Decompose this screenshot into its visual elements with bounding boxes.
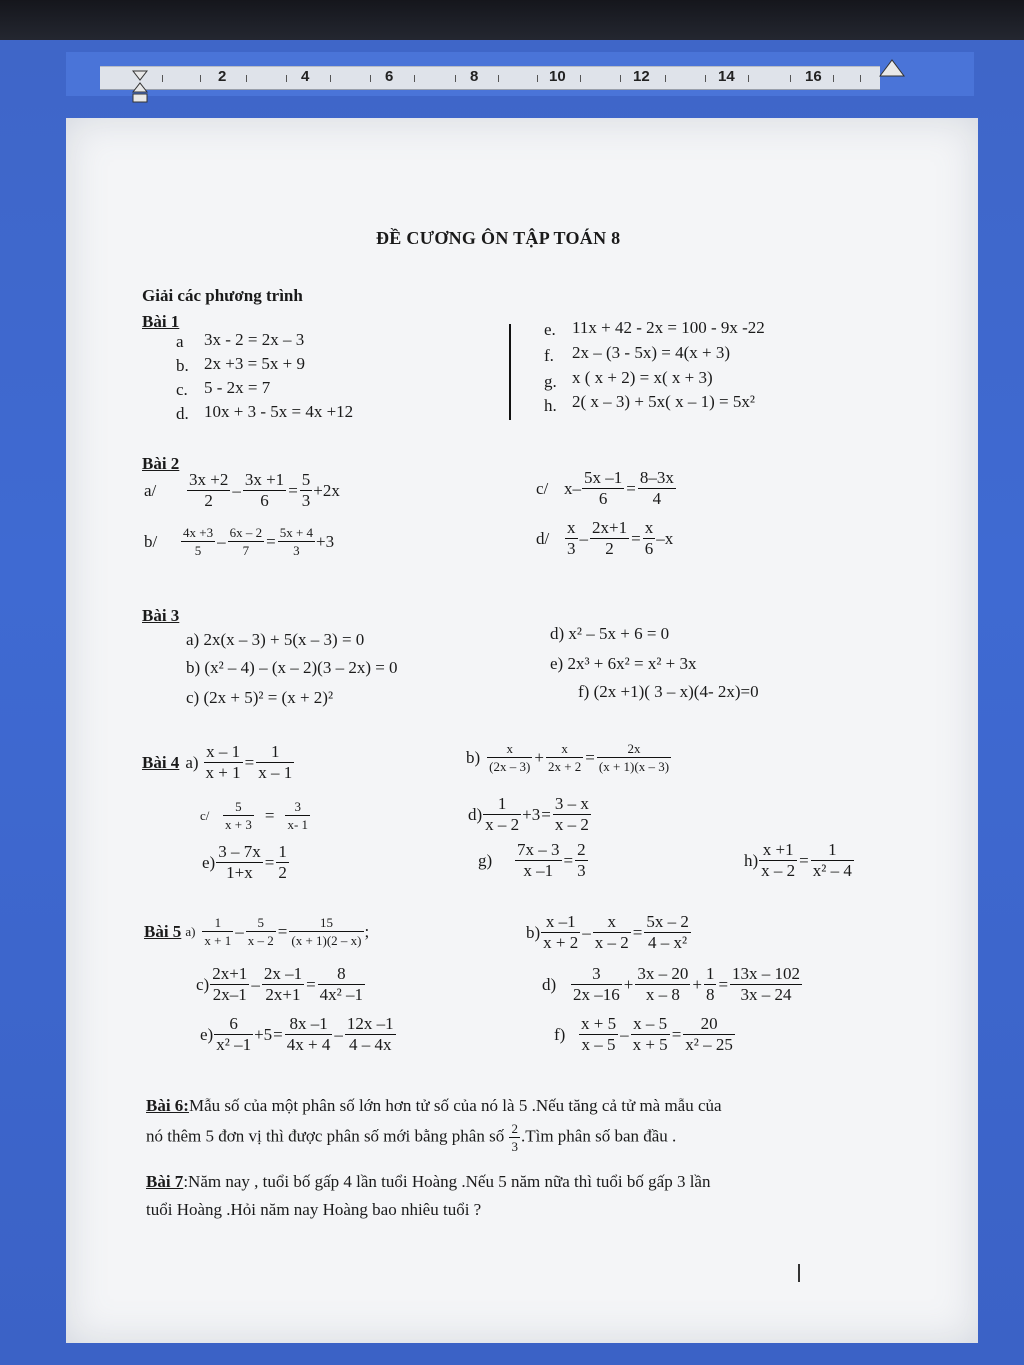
numerator: 3 – 7x [218,842,261,861]
horizontal-ruler[interactable] [100,66,880,90]
numerator: x + 5 [581,1014,617,1033]
denominator: 2x + 2 [547,759,582,774]
bai1-item-label: d. [176,404,189,423]
bai1-equation: 5 - 2x = 7 [204,378,271,397]
bai2-item-a: a/ $\frac{3x +2}{2}$ – $\frac{3x +1}{6}$ = $\frac{5}{3}$ +2x [144,470,340,510]
numerator: 2 [577,840,586,859]
bai5-item-e: e) $\frac{6}{\text{x² –1}}$ +5 = $\frac{8x -1}{4x + 4}$ – $\frac{12x -1}{4 - 4x}$ [200,1014,394,1054]
bai1-equation: 3x - 2 = 2x – 3 [204,330,305,349]
item-label: b) [466,747,481,767]
item-label: d/ [536,528,550,548]
right-indent-marker-icon[interactable] [876,56,906,78]
denominator: (x + 1)(2 – x) [291,933,362,948]
numerator: x [567,518,576,537]
lead: x– [564,478,581,498]
numerator: x – 5 [631,1014,670,1035]
bai3-item-b: b) (x² – 4) – (x – 2)(3 – 2x) = 0 [186,658,398,677]
numerator: 2x+1 [592,518,628,537]
numerator: x –1 [541,912,580,933]
denominator: 4 – x² [648,933,688,952]
bai1-item-label: a [176,332,184,351]
denominator: x – 2 [761,861,796,880]
numerator: 3x +1 [244,470,285,489]
denominator: 4x + 4 [286,1035,331,1054]
ruler-number: 12 [633,68,650,85]
denominator: x² – 25 [685,1035,733,1054]
numerator: 3x +2 [189,470,229,489]
numerator: 2x+1 [212,964,248,983]
numerator: 5x –1 [584,468,623,487]
bai1-equation: 2x +3 = 5x + 9 [204,354,306,373]
denominator: 5 [194,543,202,558]
section-heading: Giải các phương trình [142,286,303,305]
numerator: 5 [246,914,276,932]
bai2-label: Bài 2 [142,454,180,473]
numerator: 3x – 20 [637,964,689,983]
tail: –x [656,528,674,548]
denominator: x + 1 [205,763,241,782]
bai5-item-f: f) $\frac{x + 5}{x - 5}$ – $\frac{x - 5}{x + 5}$ = $\frac{20}{\text{x² – 25}}$ [554,1014,733,1054]
denominator: 6 [644,539,654,558]
numerator: 8–3x [639,468,674,487]
bai7-text-line2: tuổi Hoàng .Hỏi năm nay Hoàng bao nhiêu tuổi ? [146,1200,482,1219]
denominator: x – 2 [594,933,629,952]
bai2-item-d: d/ $\frac{x}{3}$ – $\frac{2x+1}{2}$ = $\frac{x}{6}$ –x [536,518,674,558]
bai6-text-line1: Mẫu số của một phân số lớn hơn tử số của nó là 5 .Nếu tăng cả tử mà mẫu của [188,1096,722,1115]
item-label: d) [542,974,557,994]
denominator: 2x+1 [265,985,301,1004]
denominator: x –1 [523,861,554,880]
item-label: h) [744,850,759,870]
ruler-number: 4 [301,68,310,85]
bai3-item-e: e) 2x³ + 6x² = x² + 3x [550,654,697,673]
numerator: 2x [597,740,671,758]
bai4-item-d: d) $\frac{1}{x - 2}$ +3 = $\frac{3 - x}{x - 2}$ [468,794,589,834]
bai7-label: Bài 7 [146,1172,184,1191]
denominator: x + 3 [225,817,252,832]
numerator: 1 [202,914,233,932]
bai3-label: Bài 3 [142,606,180,625]
bai1-item-label: g. [544,372,557,391]
denominator: x² –1 [216,1035,252,1054]
denominator: x + 2 [543,933,579,952]
denominator: (2x – 3) [489,759,531,774]
numerator: x [487,740,532,758]
denominator: 7 [242,543,250,558]
denominator: 4x² –1 [319,985,364,1004]
numerator: 5x – 2 [646,912,689,931]
bai1-equation: 2( x – 3) + 5x( x – 1) = 5x² [572,392,755,411]
bai6-label: Bài 6: [146,1096,189,1115]
denominator: 2x –16 [573,985,620,1004]
bai5-item-a: Bài 5 a) $\frac{1}{x + 1}$ – $\frac{5}{x - 2}$ = $\frac{15}{(x + 1)(2 - x)}$ ; [144,915,370,948]
mid: +3 [522,804,541,824]
denominator: 2 [278,863,287,882]
column-divider [509,324,511,420]
item-label: f) [554,1024,566,1044]
numerator: 5 [223,798,254,816]
numerator: x +1 [759,840,797,861]
denominator: 2 [204,491,213,510]
numerator: 6x – 2 [229,525,263,540]
mid: +5 [254,1024,273,1044]
bai7-text-line1: :Năm nay , tuổi bố gấp 4 lần tuổi Hoàng .Nếu 5 năm nữa thì tuổi bố gấp 3 lần [183,1172,711,1191]
numerator: x [644,518,654,537]
numerator: 5x + 4 [279,525,314,540]
bai1-equation: 11x + 42 - 2x = 100 - 9x -22 [572,318,765,337]
item-label: c/ [200,807,210,823]
numerator: 7x – 3 [517,840,560,859]
bai1-label: Bài 1 [142,312,180,331]
ruler-number: 2 [218,68,227,85]
bai4-label: Bài 4 [142,752,180,772]
bai4-item-g: g) $\frac{7x - 3}{x -1}$ = $\frac{2}{3}$ [478,840,586,880]
denominator: 3 [301,491,311,510]
bai4-item-c: c/ $\frac{5}{x + 3}$ = $\frac{3}{x- 1}$ [200,799,309,832]
numerator: 8x –1 [285,1014,333,1035]
numerator: 2 [511,1121,518,1136]
denominator: 3 [567,539,576,558]
denominator: x- 1 [287,817,309,832]
bai1-item-label: e. [544,320,556,339]
document-page[interactable] [66,118,978,1343]
denominator: 3 [577,861,586,880]
bai3-item-a: a) 2x(x – 3) + 5(x – 3) = 0 [186,630,365,649]
denominator: 2 [605,539,614,558]
ruler-number: 14 [718,68,735,85]
item-label: a) [185,752,199,772]
numerator: 3 – x [554,794,589,813]
numerator: 2x –1 [263,964,303,983]
ruler-number: 6 [385,68,394,85]
tail: ; [364,921,370,941]
bai2-item-c: c/ x– $\frac{5x -1}{6}$ = $\frac{8-3x}{4}$ [536,468,674,508]
text-cursor [798,1264,800,1282]
bai4-item-e: e) $\frac{3 - 7x}{1+x}$ = $\frac{1}{2}$ [202,842,287,882]
indent-marker-icon[interactable] [132,70,148,110]
item-label: a) [185,923,196,939]
numerator: 3 [571,964,622,985]
denominator: x – 8 [645,985,680,1004]
numerator: 15 [289,914,363,932]
denominator: (x + 1)(x – 3) [598,759,670,774]
bai1-equation: 2x – (3 - 5x) = 4(x + 3) [572,343,730,362]
denominator: x – 2 [247,933,274,948]
denominator: x + 1 [204,933,232,948]
denominator: 2x–1 [212,985,247,1004]
denominator: x – 2 [485,815,520,834]
bai6-text-line2b: .Tìm phân số ban đầu . [520,1126,677,1146]
numerator: 4x +3 [183,525,214,540]
page-title: ĐỀ CƯƠNG ÔN TẬP TOÁN 8 [376,228,621,248]
numerator: 5 [301,470,311,489]
denominator: 3x – 24 [740,985,792,1004]
numerator: 1 [705,964,715,983]
bai1-item-label: f. [544,346,554,365]
numerator: x [546,740,583,758]
bai1-item-label: c. [176,380,188,399]
denominator: x + 5 [632,1035,668,1054]
bai3-item-d: d) x² – 5x + 6 = 0 [550,624,670,643]
denominator: 3 [511,1139,518,1154]
bai4-item-b: b) $\frac{x}{(2x - 3)}$ + $\frac{x}{2x + 2}$ = $\frac{2x}{(x + 1)(x - 3)}$ [466,741,670,774]
bai1-item-label: h. [544,396,557,415]
numerator: 8 [318,964,365,985]
bai5-item-c: c) $\frac{2x+1}{2x-1}$ – $\frac{2x -1}{2x+1}$ = $\frac{8}{\text{4x² –1}}$ [196,964,364,1004]
denominator: 6 [260,491,269,510]
bai1-equation: x ( x + 2) = x( x + 3) [572,368,713,387]
item-label: e) [200,1024,214,1044]
numerator: 1 [811,840,854,861]
numerator: 13x – 102 [732,964,801,983]
numerator: 1 [256,742,294,763]
numerator: 20 [683,1014,735,1035]
item-label: d) [468,804,483,824]
bai1-equation: 10x + 3 - 5x = 4x +12 [204,402,354,421]
tail: +3 [316,531,335,551]
bai5-label: Bài 5 [144,921,182,941]
denominator: 4 – 4x [348,1035,392,1054]
bai1-item-label: b. [176,356,189,375]
ruler-number: 8 [470,68,479,85]
denominator: 6 [598,489,608,508]
item-label: a/ [144,480,157,500]
item-label: b/ [144,531,158,551]
numerator: 3 [285,798,310,816]
bai6-text-line2a: nó thêm 5 đơn vị thì được phân số mới bằng phân số [146,1126,505,1146]
item-label: b) [526,922,541,942]
denominator: x² – 4 [812,861,852,880]
item-label: c/ [536,478,549,498]
numerator: x – 1 [204,742,243,763]
denominator: 1+x [226,863,253,882]
denominator: 4 [652,489,662,508]
denominator: x – 1 [258,763,293,782]
bai6-paragraph [146,1092,926,1155]
bai5-item-d: d) $\frac{3}{2x -16}$ + $\frac{3x - 20}{x - 8}$ + $\frac{1}{8}$ = $\frac{13x - 102}{3x - 24}$ [542,964,801,1004]
denominator: 3 [293,543,300,558]
item-label: e) [202,852,216,872]
numerator: 12x –1 [346,1014,394,1033]
numerator: 1 [278,842,287,861]
bai3-item-c: c) (2x + 5)² = (x + 2)² [186,688,334,707]
numerator: x [593,912,631,933]
item-label: c) [196,974,210,994]
item-label: g) [478,850,493,870]
bai2-item-b: b/ $\frac{4x +3}{5}$ – $\frac{6x - 2}{7}$ = $\frac{5x + 4}{3}$ +3 [144,525,335,558]
ruler-number: 10 [549,68,566,85]
bai7-paragraph [146,1168,926,1224]
denominator: x – 2 [554,815,589,834]
bai4-item-h: h) $\frac{x +1}{x - 2}$ = $\frac{1}{\text{x² – 4}}$ [744,840,852,880]
bai5-item-b: b) $\frac{x -1}{x + 2}$ – $\frac{x}{x - 2}$ = $\frac{5x - 2}{\text{4 – x²}}$ [526,912,689,952]
tail: +2x [313,480,340,500]
ruler-number: 16 [805,68,822,85]
numerator: 1 [483,794,521,815]
numerator: 6 [214,1014,253,1035]
denominator: x – 5 [581,1035,616,1054]
denominator: 8 [705,985,715,1004]
bai4-item-a: Bài 4 a) $\frac{x - 1}{x + 1}$ = $\frac{1}{x - 1}$ [142,742,293,782]
bai3-item-f: f) (2x +1)( 3 – x)(4- 2x)=0 [578,682,759,701]
